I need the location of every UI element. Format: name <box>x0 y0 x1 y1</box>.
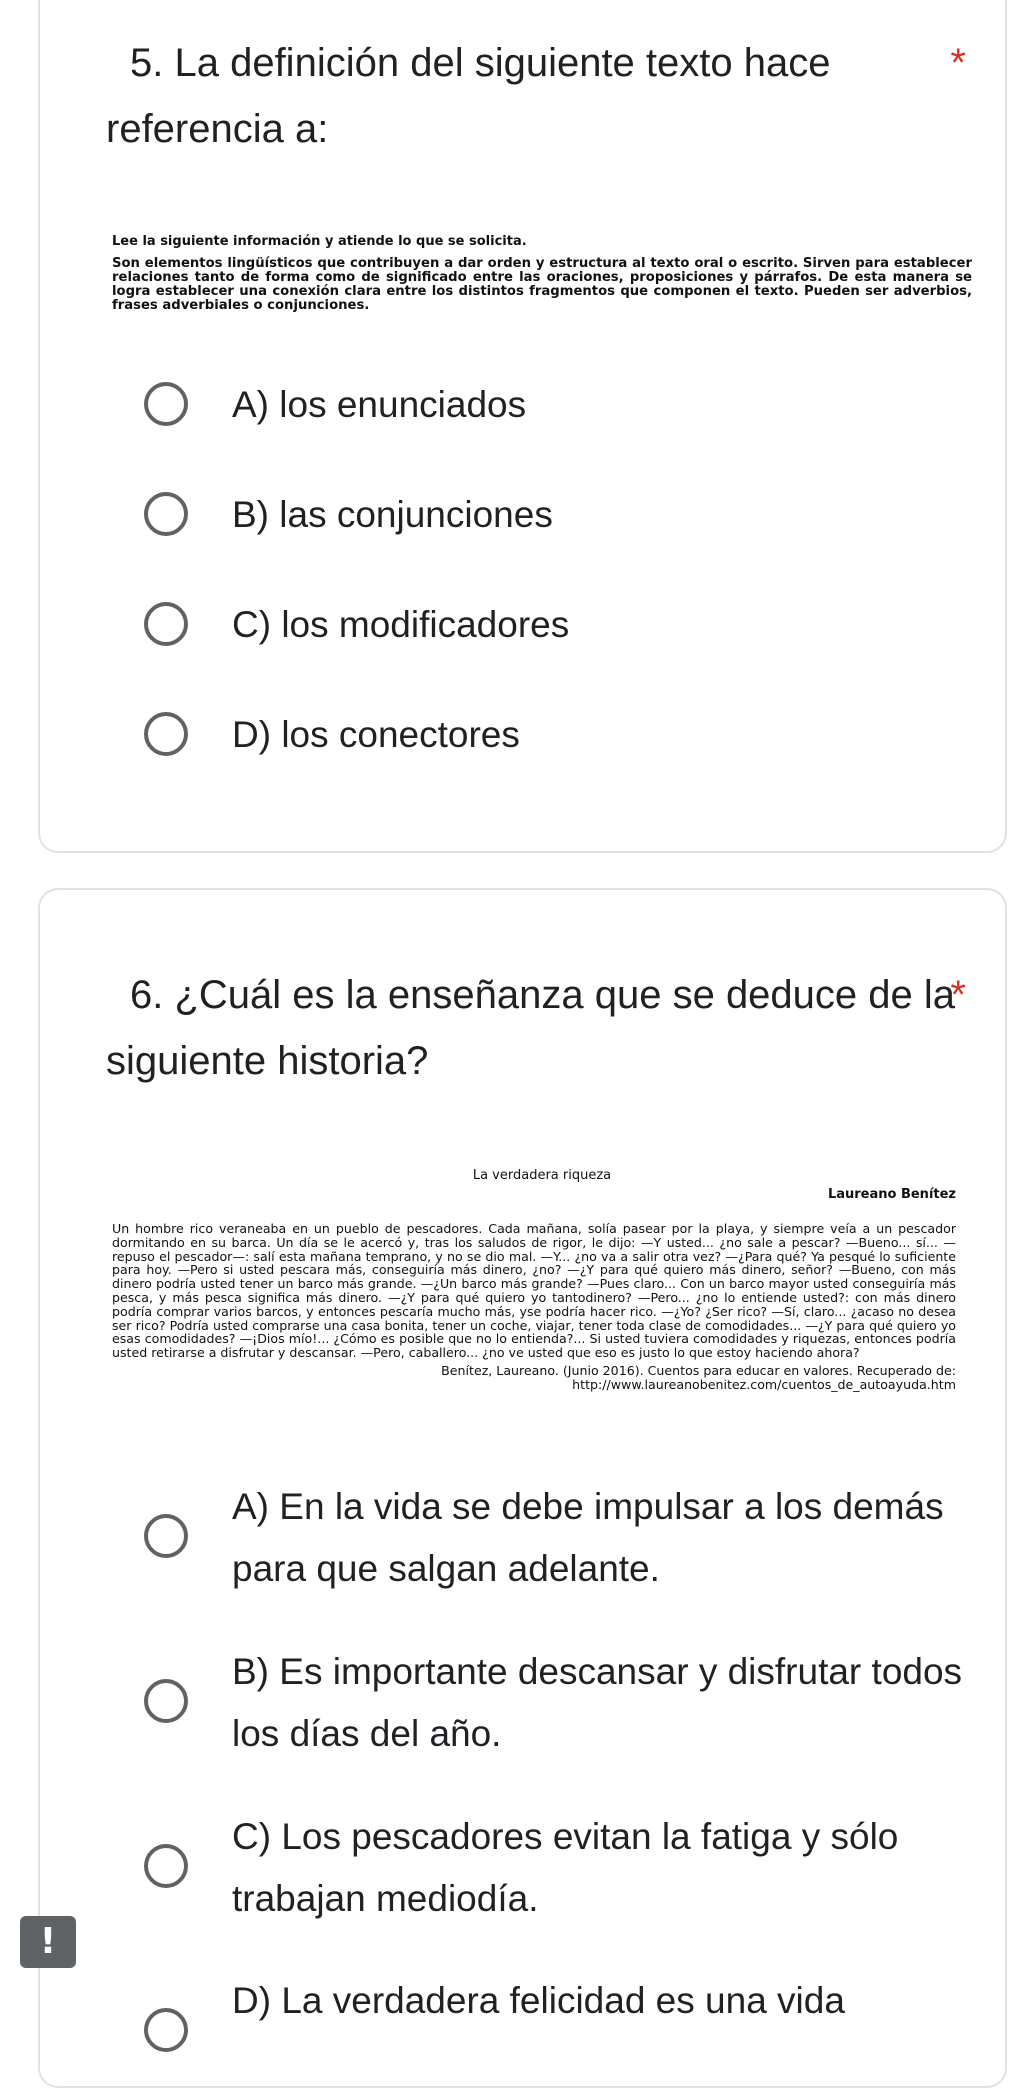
story-body: Un hombre rico veraneaba en un pueblo de pescadores. Cada mañana, solía pasear por la playa, y siempre veía a un pescador dormitando en su barca. Un día se le acercó y, tras los saludos de rigor, le dijo: —Y usted... ¿no sale a pescar? —Bueno... sí... —repuso el pescador—: salí esta mañana temprano, y no se dio mal. —Y... ¿no va a salir otra vez? —¿Para qué? Ya pesqué lo suficiente para hoy. —Pero si usted pescara más, conseguiría más dinero, ¿no? —¿Y para qué quiero más dinero, señor? —Bueno, con más dinero podría usted tener un barco más grande. —¿Un barco más grande? —Pues claro... Con un barco mayor usted conseguiría más pesca, y más pesca significa más dinero. —¿Y para qué quiero yo tantodinero? —Pero... ¿no lo entiende usted?: con más dinero podría comprar varios barcos, y entonces pescaría mucho más, yse podría hacer rico. —¿Yo? ¿Ser rico? —Sí, claro... ¿acaso no desea ser rico? Podría usted comprarse una casa bonita, tener un coche, viajar, tener toda clase de comodidades... —¿Y para qué quiero yo esas comodidades? —¡Dios mío!... ¿Cómo es posible que no lo entienda?... Si usted tuviera comodidades y riquezas, entonces podría usted retirarse a disfrutar y descansar. —Pero, caballero... ¿no ve usted que eso es justo lo que estoy haciendo ahora? <box>112 1221 956 1361</box>
question-title <box>106 30 966 162</box>
radio-button[interactable] <box>144 492 188 536</box>
passage-image <box>112 234 972 313</box>
radio-button[interactable] <box>144 1844 188 1888</box>
passage-body: Son elementos lingüísticos que contribuyen a dar orden y estructura al texto oral o escrito. Sirven para establecer relaciones tanto de forma como de significado entre las oraciones, proposiciones y párrafos. De esta manera se logra establecer una conexión clara entre los distintos fragmentos que componen el texto. Pueden ser adverbios, frases adverbiales o conjunciones. <box>112 256 972 313</box>
citation-line-2: http://www.laureanobenitez.com/cuentos_de_autoayuda.htm <box>572 1376 956 1392</box>
question-card-5 <box>38 0 1007 853</box>
option-label[interactable]: A) En la vida se debe impulsar a los demás para que salgan adelante. <box>232 1486 944 1589</box>
passage-intro: Lee la siguiente información y atiende lo que se solicita. <box>112 234 527 249</box>
question-title <box>106 962 966 1094</box>
option-label[interactable]: C) Los pescadores evitan la fatiga y sólo trabajan mediodía. <box>232 1816 899 1919</box>
option-label[interactable]: A) los enunciados <box>232 384 527 425</box>
radio-button[interactable] <box>144 602 188 646</box>
story-image <box>112 1168 972 1392</box>
option-label[interactable]: B) las conjunciones <box>232 494 553 535</box>
radio-button[interactable] <box>144 382 188 426</box>
required-asterisk: * <box>950 973 966 1017</box>
option-label[interactable]: B) Es importante descansar y disfrutar todos los días del año. <box>232 1651 963 1754</box>
story-author: Laureano Benítez <box>827 1187 956 1202</box>
question-title-text: 6. ¿Cuál es la enseñanza que se deduce de la siguiente historia? <box>106 973 956 1083</box>
question-card-6 <box>38 888 1007 2088</box>
question-title-text: 5. La definición del siguiente texto hace referencia a: <box>106 41 831 151</box>
radio-button[interactable] <box>144 2008 188 2052</box>
radio-button[interactable] <box>144 712 188 756</box>
citation-line-1: Benítez, Laureano. (Junio 2016). Cuentos para educar en valores. Recuperado de: <box>441 1362 956 1378</box>
report-issue-button[interactable]: ! <box>20 1916 76 1968</box>
option-label[interactable]: D) La verdadera felicidad es una vida <box>232 1980 845 2021</box>
story-title: La verdadera riqueza <box>472 1168 612 1183</box>
radio-button[interactable] <box>144 1514 188 1558</box>
story-citation <box>112 1364 956 1392</box>
option-label[interactable]: C) los modificadores <box>232 604 570 645</box>
radio-button[interactable] <box>144 1679 188 1723</box>
option-label[interactable]: D) los conectores <box>232 714 520 755</box>
required-asterisk: * <box>950 41 966 85</box>
